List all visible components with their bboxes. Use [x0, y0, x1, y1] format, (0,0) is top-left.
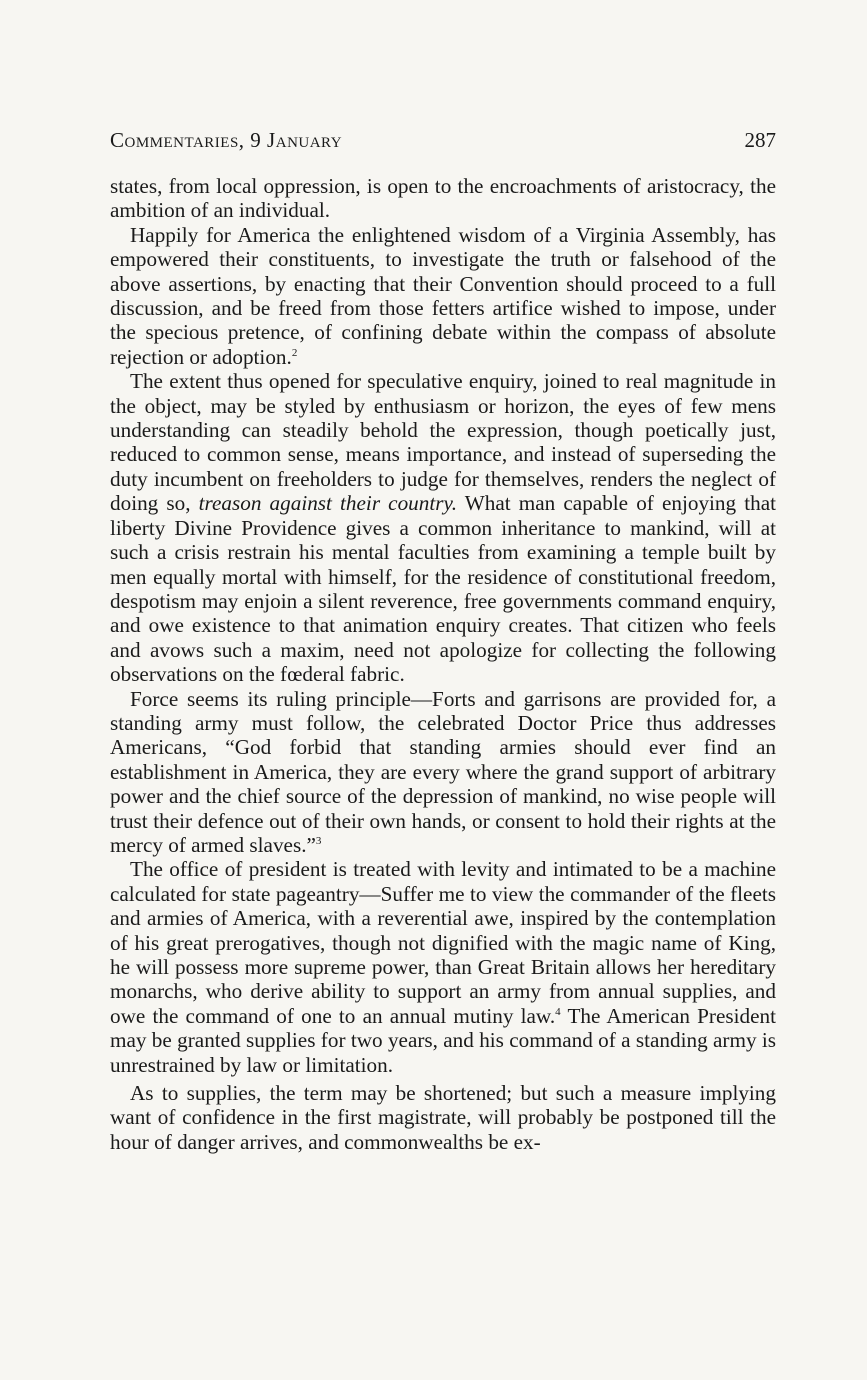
paragraph-text: states, from local oppression, is open to the encroachments of aristocracy, the ambition of an individual.: [110, 174, 776, 223]
page-number: 287: [744, 128, 776, 152]
paragraph-2: [110, 223, 776, 369]
body-text: [110, 174, 776, 1154]
paragraph-3: [110, 369, 776, 686]
paragraph-text: The American President may be granted supplies for two years, and his command of a standing army is unrestrained by law or limitation.: [110, 1003, 776, 1077]
paragraph-5: [110, 857, 776, 1077]
paragraph-text: As to supplies, the term may be shortened; but such a measure implying want of confidence in the first magistrate, will probably be postponed till the hour of danger arrives, and commonwealths be ex-: [110, 1081, 776, 1154]
paragraph-text: Force seems its ruling principle—Forts and garrisons are provided for, a standing army must follow, the celebrated Doctor Price thus addresses Americans, “God forbid that standing armies should ever find an establishment in America, they are every where the grand support of arbitrary power and the chief source of the depression of mankind, no wise people will trust their defence out of their own hands, or consent to hold their rights at the mercy of armed slaves.”: [110, 686, 776, 857]
footnote-marker: 3: [315, 834, 322, 847]
emphasis-text: treason against their country.: [198, 491, 458, 516]
footnote-marker: 4: [555, 1005, 561, 1018]
paragraph-4: [110, 687, 776, 858]
paragraph-text: The office of president is treated with levity and intimated to be a machine calculated for state pageantry—Suffer me to view the commander of the fleets and armies of America, with a reverential awe, inspired by the contemplation of his great prerogatives, though not dignified with the magic name of King, he will possess more supreme power, than Great Britain allows her hereditary monarchs, who derive ability to support an army from annual supplies, and owe the command of one to an annual mutiny law.: [110, 857, 776, 1028]
footnote-marker: 2: [291, 346, 298, 359]
paragraph-text: What man capable of enjoying that liberty Divine Providence gives a common inheritance to mankind, will at such a crisis restrain his mental faculties from examining a temple built by men equally mortal with himself, for the residence of constitutional freedom, despotism may enjoin a silent reverence, free governments command enquiry, and owe existence to that animation enquiry creates. That citizen who feels and avows such a maxim, need not apologize for collecting the following observations on the fœderal fabric.: [110, 491, 776, 687]
running-head: Commentaries, 9 January: [110, 128, 343, 152]
paragraph-text: The extent thus opened for speculative enquiry, joined to real magnitude in the object, may be styled by enthusiasm or horizon, the eyes of few mens understanding can steadily behold the expression, though poetically just, reduced to common sense, means importance, and instead of superseding the duty incumbent on freeholders to judge for themselves, renders the neglect of doing so,: [110, 369, 776, 516]
paragraph-text: Happily for America the enlightened wisdom of a Virginia Assembly, has empowered their constituents, to investigate the truth or falsehood of the above assertions, by enacting that their Convention should proceed to a full discussion, and be freed from those fetters artifice wished to impose, under the specious pretence, of confining debate within the compass of absolute rejection or adoption.: [110, 222, 776, 369]
paragraph-1: [110, 174, 776, 223]
paragraph-6: [110, 1081, 776, 1154]
page-header: [110, 128, 776, 153]
